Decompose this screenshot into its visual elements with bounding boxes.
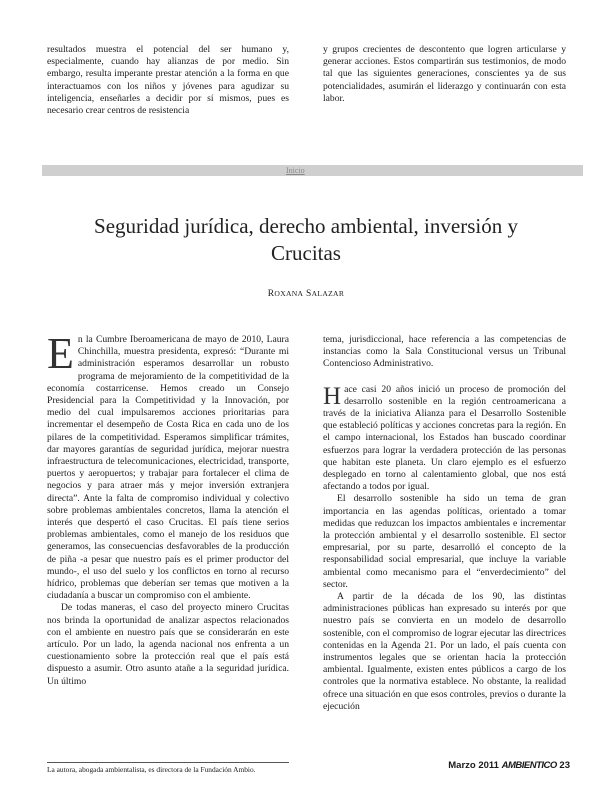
footnote: La autora, abogada ambientalista, es directora de la Fundación Ambio. bbox=[47, 765, 256, 774]
paragraph: De todas maneras, el caso del proyecto minero Crucitas nos brinda la oportunidad de analizar aspectos relacionados con el ambiente en nuestro país que se considerarán en este artículo. Por un lado, la agenda nacional nos enfrenta a un cuestionamiento sobre la protección real que el país está dispuesto a asumir. Otro asunto atañe a la seguridad jurídica. Un último bbox=[47, 602, 289, 687]
paragraph: A partir de la década de los 90, las distintas administraciones públicas han expresado su interés por que nuestro país se convierta en un modelo de desarrollo sostenible, con el compromiso de lograr ejecutar las directrices contenidas en la Agenda 21. Por un lado, el país cuenta con instrumentos legales que se orientan hacia la protección ambiental. Igualmente, existen entes públicos a cargo de los controles que la normativa establece. No obstante, la realidad ofrece una situación en que esos controles, previos o durante la ejecución bbox=[323, 591, 566, 712]
paragraph bbox=[47, 329, 289, 602]
magazine-name-tail: ICO bbox=[541, 760, 557, 771]
issue-date: Marzo 2011 bbox=[448, 760, 499, 771]
paragraph: El desarrollo sostenible ha sido un tema de gran importancia en las agendas políticas, orientado a tomar medidas que reduzcan los impactos ambientales e incrementar la protección ambiental y el desarrollo sostenible. El sector empresarial, por su parte, desarrolló el concepto de la responsabilidad social empresarial, que incluye la variable ambiental como mecanismo para el “enverdecimiento” del sector. bbox=[323, 493, 566, 590]
author-last-rest: ALAZAR bbox=[311, 289, 345, 298]
author-initial: R bbox=[267, 289, 275, 299]
article-column-right bbox=[323, 334, 566, 713]
paragraph: tema, jurisdiccional, hace referencia a las competencias de instancias como la Sala Constitucional versus un Tribunal Contencioso Administrativo. bbox=[323, 334, 566, 370]
author-last-initial: S bbox=[306, 289, 312, 299]
paragraph: y grupos crecientes de descontento que logren articularse y generar acciones. Estos compartirán sus testimonios, de modo tal que las siguientes generaciones, conscientes ya de sus potencialidades, asumirán el liderazgo y continuarán con esta labor. bbox=[323, 44, 566, 104]
section-label[interactable]: Inicio bbox=[283, 165, 308, 176]
paragraph-text: n la Cumbre Iberoamericana de mayo de 2010, Laura Chinchilla, muestra presidenta, expresó: “Durante mi administración esperamos desarrollar un robusto programa de mejoramiento de la competitividad de la economía costarricense. Hemos creado un Consejo Presidencial para la Competitividad y la Innovación, por medio del cual impulsaremos acciones prioritarias para incrementar el desempeño de Costa Rica en cada uno de los pilares de la competitividad. Esperamos simplificar trámites, dar mayores garantías de seguridad jurídica, mejorar nuestra infraestructura de telecomunicaciones, electricidad, transporte, puertos y aeropuertos; y trabajar para fortalecer el clima de negocios y para atraer más y mejor inversión extranjera directa”. Ante la falta de compromiso individual y colectivo sobre problemas ambientales concretos, llama la atención el interés que despertó el caso Crucitas. El país tiene serios problemas ambientales, como el manejo de los residuos que generamos, las consecuencias desfavorables de la producción de piña -a pesar que nuestro país es el primer productor del mundo-, el uso del suelo y los conflictos en torno al recurso hídrico, problemas que deberían ser temas que motiven a la ciudadanía a buscar un compromiso con el ambiente. bbox=[47, 334, 289, 602]
author-first-rest: OXANA bbox=[274, 289, 304, 298]
footnote-rule bbox=[47, 762, 289, 763]
section-band bbox=[42, 165, 583, 176]
continued-text-right bbox=[323, 44, 566, 105]
article-title: Seguridad jurídica, derecho ambiental, inversión y Crucitas bbox=[94, 214, 518, 266]
drop-cap: H bbox=[323, 382, 342, 410]
magazine-name-head: AMBIENT bbox=[501, 760, 542, 771]
page-folio bbox=[440, 760, 570, 771]
article-column-left bbox=[47, 329, 289, 688]
paragraph-text: ace casi 20 años inició un proceso de promoción del desarrollo sostenible en la región centroamericana a través de la iniciativa Alianza para el Desarrollo Sostenible que estableció políticas y acciones concretas para la región. En el campo internacional, los Estados han buscado coordinar esfuerzos para lograr la verdadera protección de las personas que habitan este planeta. Un claro ejemplo es el esfuerzo desplegado en torno al calentamiento global, que nos está afectando a todos por igual. bbox=[323, 383, 566, 493]
paragraph: resultados muestra el potencial del ser humano y, especialmente, cuando hay alianzas de por medio. Sin embargo, resulta imperante prestar atención a la forma en que interactuamos con los niños y jóvenes para agudizar su inteligencia, enseñarles a decidir por sí mismos, pues es necesario crear centros de resistencia bbox=[47, 44, 289, 117]
author-byline bbox=[0, 289, 612, 299]
page-number: 23 bbox=[559, 760, 570, 771]
paragraph bbox=[323, 384, 566, 494]
drop-cap: E bbox=[47, 329, 74, 378]
continued-text-left bbox=[47, 44, 289, 117]
magazine-name bbox=[502, 760, 557, 771]
